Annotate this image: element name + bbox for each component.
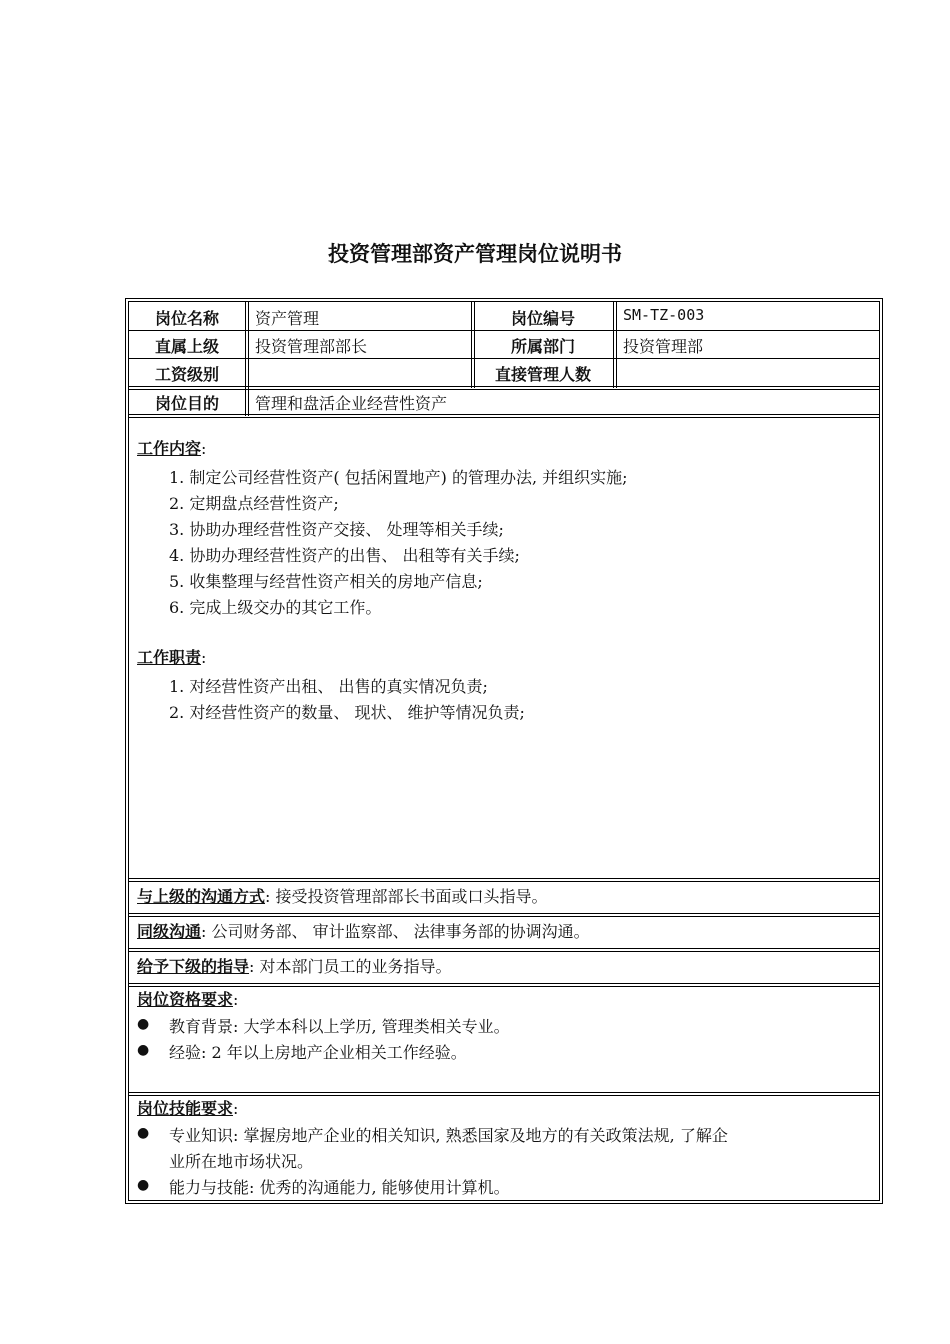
list-item: 5. 收集整理与经营性资产相关的房地产信息; [169,572,483,591]
value-position-code: SM-TZ-003 [623,306,705,324]
guide-sub-heading: 给予下级的指导 [137,957,250,976]
list-item: 能力与技能: 优秀的沟通能力, 能够使用计算机。 [169,1178,510,1197]
label-direct-reports: 直接管理人数 [494,365,591,384]
comm-peer-text: : 公司财务部、 审计监察部、 法律事务部的协调沟通。 [201,922,590,941]
list-item-continuation: 业所在地市场状况。 [169,1152,314,1171]
label-direct-superior: 直属上级 [154,337,219,356]
qualifications-section [137,987,238,1013]
list-item: 1. 对经营性资产出租、 出售的真实情况负责; [169,677,488,696]
comm-peer-row [137,919,590,945]
work-content-heading: 工作内容 [137,439,202,458]
skills-colon: : [233,1099,239,1118]
bullet-icon: ● [137,1125,150,1141]
guide-sub-text: : 对本部门员工的业务指导。 [249,957,452,976]
list-item: 专业知识: 掌握房地产企业的相关知识, 熟悉国家及地方的有关政策法规, 了解企 [169,1126,728,1145]
value-position-name: 资产管理 [255,309,320,328]
work-duties-section [137,645,206,671]
list-item: 2. 对经营性资产的数量、 现状、 维护等情况负责; [169,703,525,722]
value-purpose: 管理和盘活企业经营性资产 [255,394,448,413]
label-purpose: 岗位目的 [154,394,219,413]
comm-superior-text: : 接受投资管理部部长书面或口头指导。 [265,887,548,906]
list-item: 1. 制定公司经营性资产( 包括闲置地产) 的管理办法, 并组织实施; [169,468,628,487]
work-content-colon: : [201,439,207,458]
comm-peer-heading: 同级沟通 [137,922,202,941]
skills-section [137,1096,238,1122]
skills-heading: 岗位技能要求 [137,1099,234,1118]
bullet-icon: ● [137,1042,150,1058]
value-direct-superior: 投资管理部部长 [255,337,368,356]
list-item: 6. 完成上级交办的其它工作。 [169,598,382,617]
job-description-table [125,298,883,1204]
work-content-section [137,436,206,462]
guide-sub-row [137,954,452,980]
table-inner-border [128,301,880,1201]
list-item: 3. 协助办理经营性资产交接、 处理等相关手续; [169,520,504,539]
list-item: 4. 协助办理经营性资产的出售、 出租等有关手续; [169,546,520,565]
qualifications-heading: 岗位资格要求 [137,990,234,1009]
document-title: 投资管理部资产管理岗位说明书 [328,242,622,266]
list-item: 经验: 2 年以上房地产企业相关工作经验。 [169,1043,467,1062]
bullet-icon: ● [137,1016,150,1032]
qualifications-colon: : [233,990,239,1009]
work-duties-colon: : [201,648,207,667]
comm-superior-heading: 与上级的沟通方式 [137,887,266,906]
bullet-icon: ● [137,1177,150,1193]
work-duties-heading: 工作职责 [137,648,202,667]
list-item: 教育背景: 大学本科以上学历, 管理类相关专业。 [169,1017,510,1036]
list-item: 2. 定期盘点经营性资产; [169,494,339,513]
value-department: 投资管理部 [623,337,704,356]
label-department: 所属部门 [510,337,575,356]
label-salary-grade: 工资级别 [154,365,219,384]
label-position-name: 岗位名称 [154,309,219,328]
label-position-code: 岗位编号 [510,309,575,328]
comm-superior-row [137,884,548,910]
